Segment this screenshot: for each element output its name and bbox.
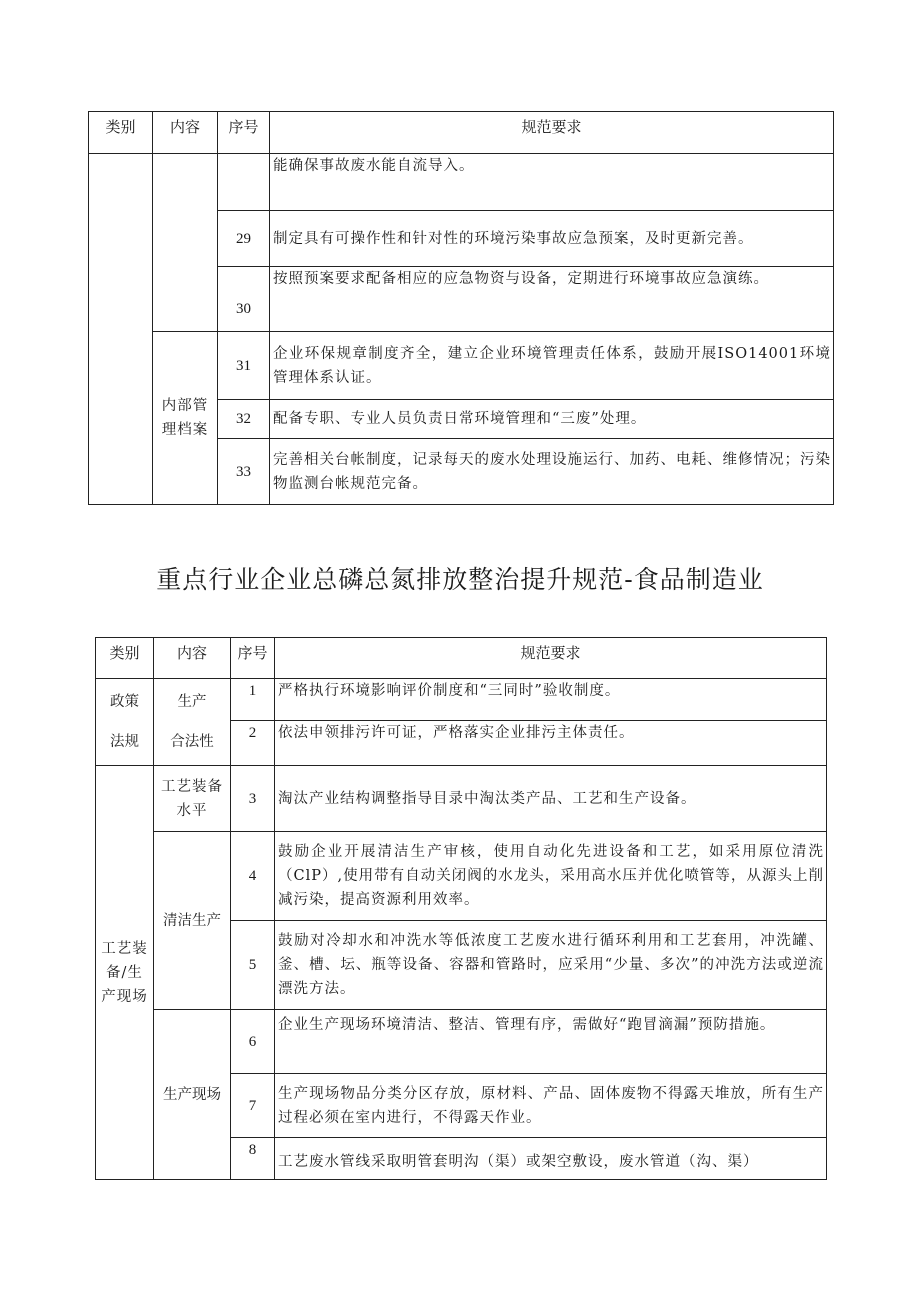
row-requirement: 生产现场物品分类分区存放，原材料、产品、固体废物不得露天堆放，所有生产过程必须在室内进行，不得露天作业。	[275, 1074, 827, 1138]
row-number: 2	[231, 721, 275, 766]
row-requirement: 能确保事故废水能自流导入。	[270, 154, 834, 211]
row-requirement: 工艺废水管线采取明管套明沟（渠）或架空敷设，废水管道（沟、渠）	[275, 1138, 827, 1180]
table-row	[96, 679, 827, 721]
row-requirement: 企业生产现场环境清洁、整洁、管理有序，需做好“跑冒滴漏”预防措施。	[275, 1010, 827, 1074]
table-header-row	[89, 112, 834, 154]
row-requirement: 依法申领排污许可证，严格落实企业排污主体责任。	[275, 721, 827, 766]
row-number: 4	[231, 832, 275, 921]
row-requirement: 鼓励对冷却水和冲洗水等低浓度工艺废水进行循环利用和工艺套用，冲洗罐、釜、槽、坛、瓶等设备、容器和管路时，应采用“少量、多次”的冲洗方法或逆流漂洗方法。	[275, 921, 827, 1010]
row-number: 8	[231, 1138, 275, 1180]
row-number: 32	[218, 400, 270, 439]
table-row	[89, 332, 834, 400]
row-number: 5	[231, 921, 275, 1010]
row-requirement: 配备专职、专业人员负责日常环境管理和“三废”处理。	[270, 400, 834, 439]
content-cell	[153, 154, 218, 332]
row-requirement: 完善相关台帐制度，记录每天的废水处理设施运行、加药、电耗、维修情况；污染物监测台帐规范完备。	[270, 439, 834, 505]
row-requirement: 制定具有可操作性和针对性的环境污染事故应急预案，及时更新完善。	[270, 211, 834, 267]
category-process-site: 工艺装备/生产现场	[96, 766, 154, 1180]
row-number: 30	[218, 267, 270, 332]
header-category: 类别	[89, 112, 153, 154]
table-header-row	[96, 638, 827, 679]
category-cell	[89, 154, 153, 505]
content-clean-production: 清洁生产	[154, 832, 231, 1010]
content-legality-line1: 生产	[177, 694, 207, 710]
header-number: 序号	[218, 112, 270, 154]
header-content: 内容	[154, 638, 231, 679]
table-row	[96, 832, 827, 921]
row-number: 6	[231, 1010, 275, 1074]
table-environment-management	[88, 111, 834, 505]
row-requirement: 企业环保规章制度齐全，建立企业环境管理责任体系，鼓励开展ISO14001环境管理体系认证。	[270, 332, 834, 400]
content-legality-line2: 合法性	[170, 734, 214, 750]
table-food-manufacturing	[95, 637, 827, 1180]
table-row	[96, 1010, 827, 1074]
header-number: 序号	[231, 638, 275, 679]
header-category: 类别	[96, 638, 154, 679]
header-requirement: 规范要求	[275, 638, 827, 679]
category-policy-regulation	[96, 679, 154, 766]
row-requirement: 鼓励企业开展清洁生产审核，使用自动化先进设备和工艺，如采用原位清洗（ClP）,使用带有自动关闭阀的水龙头，采用高水压并优化喷管等，从源头上削减污染，提高资源利用效率。	[275, 832, 827, 921]
header-requirement: 规范要求	[270, 112, 834, 154]
category-policy-line1: 政策	[110, 694, 139, 710]
row-number: 3	[231, 766, 275, 832]
row-number: 7	[231, 1074, 275, 1138]
row-number: 31	[218, 332, 270, 400]
table-row	[96, 766, 827, 832]
row-requirement: 按照预案要求配备相应的应急物资与设备，定期进行环境事故应急演练。	[270, 267, 834, 332]
content-equipment-level: 工艺装备水平	[154, 766, 231, 832]
row-requirement: 严格执行环境影响评价制度和“三同时”验收制度。	[275, 679, 827, 721]
row-number: 29	[218, 211, 270, 267]
row-number: 33	[218, 439, 270, 505]
category-policy-line2: 法规	[110, 734, 139, 750]
table-row	[89, 154, 834, 211]
header-content: 内容	[153, 112, 218, 154]
row-requirement: 淘汰产业结构调整指导目录中淘汰类产品、工艺和生产设备。	[275, 766, 827, 832]
content-production-site: 生产现场	[154, 1010, 231, 1180]
row-number: 1	[231, 679, 275, 721]
content-internal-management: 内部管理档案	[153, 332, 218, 505]
section-title: 重点行业企业总磷总氮排放整治提升规范-食品制造业	[156, 565, 764, 594]
content-production-legality	[154, 679, 231, 766]
row-number	[218, 154, 270, 211]
